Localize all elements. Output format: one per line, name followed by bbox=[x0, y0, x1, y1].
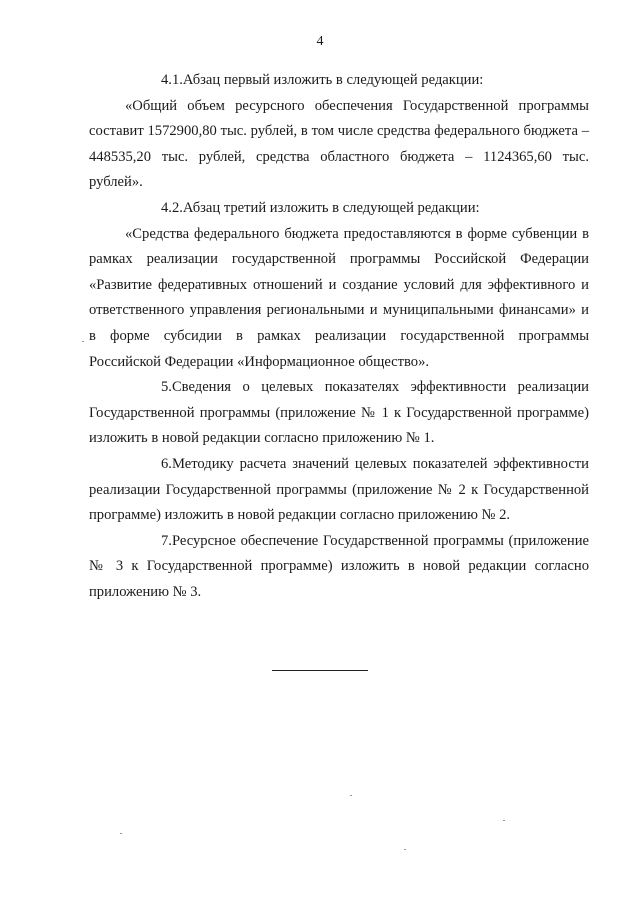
closing-separator-line bbox=[272, 670, 368, 671]
paragraph-text: Абзац третий изложить в следующей редакции: bbox=[182, 199, 480, 216]
paragraph-text: Методику расчета значений целевых показателей эффективности реализации Государственной программы (приложение № 2 к Государственной программе) изложить в новой редакции согласно приложению № 2. bbox=[89, 455, 589, 524]
scan-speck bbox=[350, 795, 352, 796]
paragraph-text: Сведения о целевых показателях эффективности реализации Государственной программы (приложение № 1 к Государственной программе) изложить в новой редакции согласно приложению № 1. bbox=[89, 379, 589, 447]
paragraph-number: 5. bbox=[161, 379, 172, 396]
scan-speck bbox=[82, 341, 84, 342]
paragraph-4-2 bbox=[89, 196, 589, 222]
paragraph-6 bbox=[89, 452, 589, 529]
paragraph-text: «Общий объем ресурсного обеспечения Государственной программы составит 1572900,80 тыс. рублей, в том числе средства федерального бюджета – 448535,20 тыс. рублей, средства областного бюджета – 1124365,60 тыс. рублей». bbox=[89, 97, 589, 191]
paragraph-federal-funds bbox=[89, 222, 589, 376]
scan-speck bbox=[120, 833, 122, 834]
paragraph-number: 4.1. bbox=[161, 72, 183, 88]
paragraph-number: 7. bbox=[161, 532, 172, 549]
paragraph-budget-total bbox=[89, 94, 589, 196]
paragraph-text: Ресурсное обеспечение Государственной программы (приложение № 3 к Государственной программе) изложить в новой редакции согласно приложению № 3. bbox=[89, 532, 589, 600]
document-body bbox=[89, 68, 589, 605]
paragraph-text: «Средства федерального бюджета предоставляются в форме субвенции в рамках реализации государственной программы Российской Федерации «Развитие федеративных отношений и создание условий для эффективного и ответственного управления региональными и муниципальными финансами» и в форме субсидии в рамках реализации государственной программы Российской Федерации «Информационное общество». bbox=[89, 225, 589, 370]
paragraph-number: 4.2. bbox=[161, 199, 183, 216]
scan-speck bbox=[503, 820, 505, 821]
paragraph-text: Абзац первый изложить в следующей редакции: bbox=[182, 72, 484, 88]
paragraph-number: 6. bbox=[161, 455, 172, 472]
scan-speck bbox=[404, 849, 406, 850]
paragraph-7 bbox=[89, 529, 589, 606]
paragraph-4-1 bbox=[89, 68, 589, 94]
page-number: 4 bbox=[316, 34, 324, 49]
paragraph-5 bbox=[89, 375, 589, 452]
